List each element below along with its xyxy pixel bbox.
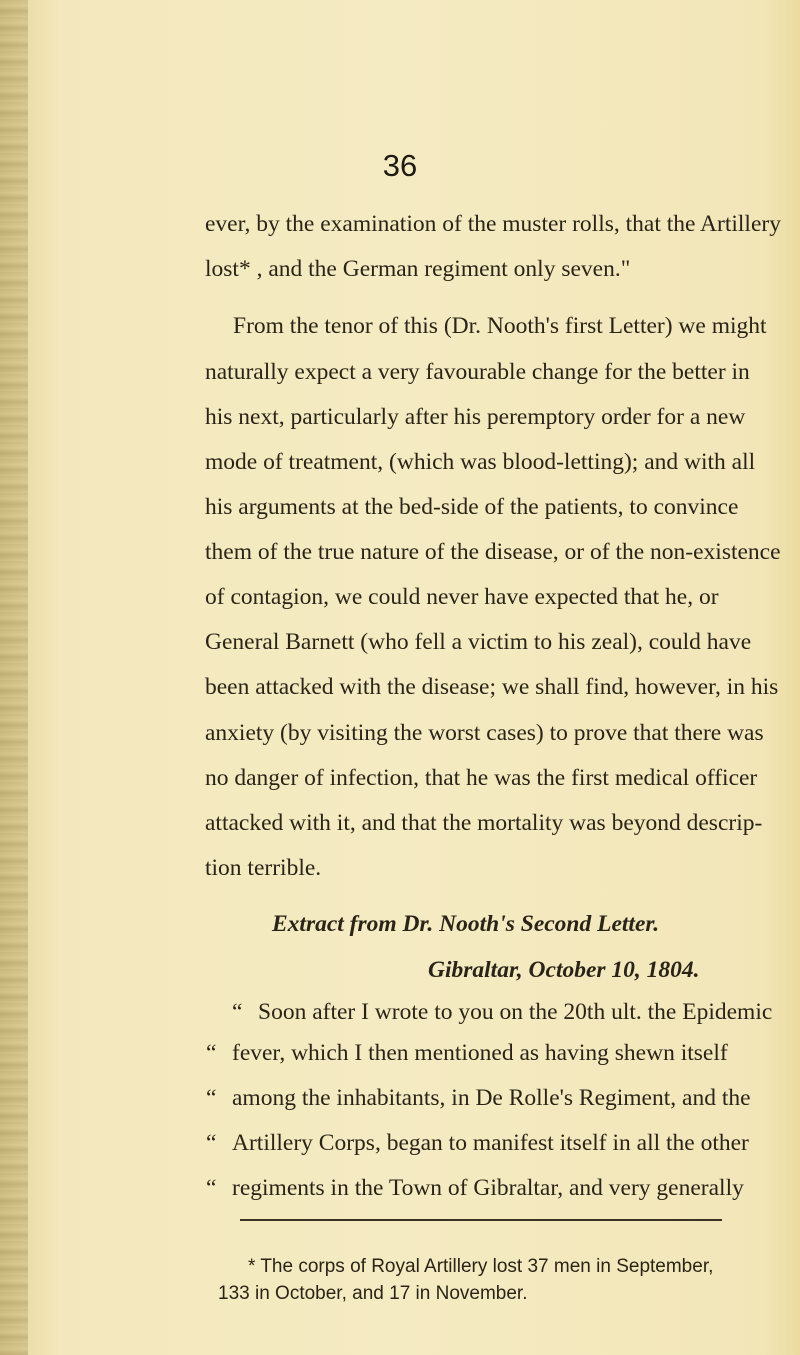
paragraph-line: them of the true nature of the disease, or of the non-existence [205, 539, 781, 565]
text-line: ever, by the examination of the muster rolls, that the Artillery [205, 211, 781, 237]
paragraph-line: been attacked with the disease; we shall find, however, in his [205, 674, 779, 700]
extract-heading: Extract from Dr. Nooth's Second Letter. [272, 911, 660, 937]
paragraph-line: his next, particularly after his peremptory order for a new [205, 404, 746, 430]
quote-line [206, 1128, 749, 1158]
paragraph-line: mode of treatment, (which was blood-letting); and with all [205, 449, 756, 475]
quote-mark: “ [206, 1040, 217, 1066]
footnote-line: 133 in October, and 17 in November. [218, 1283, 528, 1304]
page-binding-edge [0, 0, 28, 1355]
quote-mark: “ [206, 1175, 217, 1201]
paragraph-line: no danger of infection, that he was the first medical officer [205, 765, 758, 791]
paragraph-line: attacked with it, and that the mortality was beyond descrip- [205, 810, 763, 836]
text-line: lost* , and the German regiment only seven." [205, 256, 631, 282]
paragraph-line: General Barnett (who fell a victim to his zeal), could have [205, 629, 752, 655]
paragraph-line: his arguments at the bed-side of the patients, to convince [205, 494, 739, 520]
quote-line [206, 1038, 728, 1068]
quote-text: Artillery Corps, began to manifest itself in all the other [232, 1130, 749, 1156]
paragraph-line: naturally expect a very favourable change for the better in [205, 359, 750, 385]
quote-text: Soon after I wrote to you on the 20th ult. the Epidemic [258, 999, 773, 1025]
paragraph-line: of contagion, we could never have expected that he, or [205, 584, 719, 610]
quote-line [206, 1173, 744, 1203]
paragraph-line: From the tenor of this (Dr. Nooth's first Letter) we might [233, 313, 767, 339]
quote-mark: “ [206, 1130, 217, 1156]
quote-text: regiments in the Town of Gibraltar, and very generally [232, 1175, 744, 1201]
page-number: 36 [382, 148, 418, 183]
dateline: Gibraltar, October 10, 1804. [428, 957, 700, 983]
footnote-rule [240, 1219, 722, 1221]
quote-text: among the inhabitants, in De Rolle's Regiment, and the [232, 1085, 751, 1111]
footnote-line: * The corps of Royal Artillery lost 37 men in September, [248, 1256, 714, 1277]
quote-line [206, 1083, 751, 1113]
quote-line [232, 997, 772, 1027]
paragraph-line: anxiety (by visiting the worst cases) to prove that there was [205, 720, 764, 746]
quote-mark: “ [232, 999, 243, 1025]
quote-mark: “ [206, 1085, 217, 1111]
paragraph-line: tion terrible. [205, 855, 322, 881]
quote-text: fever, which I then mentioned as having shewn itself [232, 1040, 728, 1066]
